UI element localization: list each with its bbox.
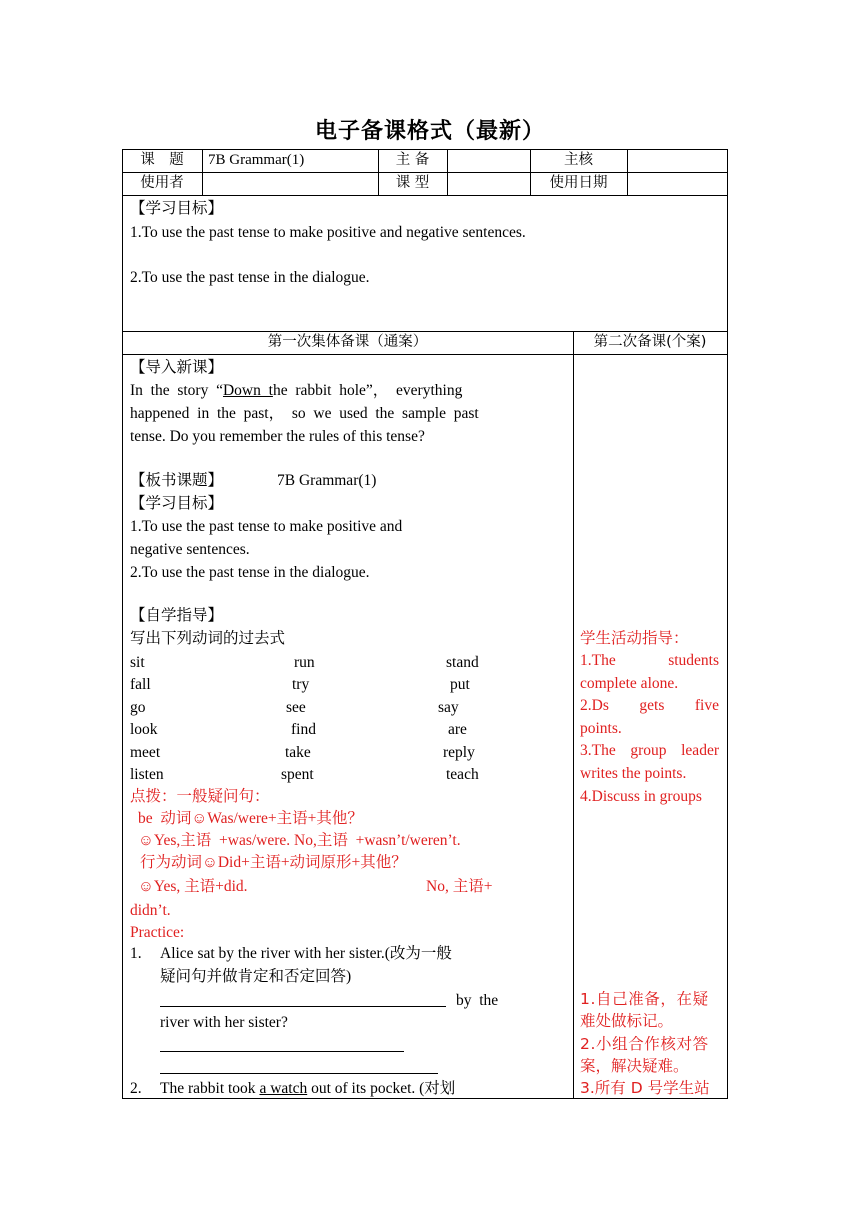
self-study-instruction: 写出下列动词的过去式 [130,629,286,647]
verb-item: take [285,744,311,761]
user-label: 使用者 [140,175,184,191]
activity-item-1-line-2: complete alone. [580,675,679,692]
practice-item-1-line-4: river with her sister? [160,1014,288,1031]
objectives2-line-3: 2.To use the past tense in the dialogue. [130,564,370,581]
verb-item: are [448,721,467,738]
verb-item: put [450,676,470,693]
objectives2-line-2: negative sentences. [130,541,250,558]
lead-in-line-2: happened in the past， so we used the sample past [130,405,479,422]
use-date-label: 使用日期 [549,175,608,191]
tips-line-3: 行为动词☺Did+主语+动词原形+其他？ [140,854,407,871]
note-line-3: 2.小组合作核对答 [580,1035,709,1053]
topic-label: 课 题 [140,152,184,168]
board-title-label: 【板书课题】 [130,471,224,489]
verb-item: teach [446,766,479,783]
reviewer-label: 主核 [564,152,593,168]
lesson-type-label: 课 型 [395,175,430,191]
verb-item: fall [130,676,151,693]
lead-in-line-3: tense. Do you remember the rules of this tense? [130,428,425,445]
practice-heading: Practice: [130,924,185,941]
verb-item: say [438,699,459,716]
objective-item-1: 1.To use the past tense to make positive and negative sentences. [130,224,526,241]
tips-heading: 点拨：一般疑问句： [130,787,270,805]
column-header-group-plan: 第一次集体备课（通案） [267,334,428,350]
activity-item-4: 4.Discuss in groups [580,788,702,805]
note-line-5: 3.所有 D 号学生站 [580,1079,710,1097]
note-line-2: 难处做标记。 [580,1012,674,1030]
verb-item: see [286,699,306,716]
lead-preparer-label: 主 备 [395,152,430,168]
activity-item-1-line-1: 1.The students [580,652,719,669]
practice-item-2-number: 2. [130,1080,142,1097]
practice-item-1-line-2: 疑问句并做肯定和否定回答) [160,968,352,985]
activity-item-2-line-1: 2.Ds gets five [580,697,719,714]
note-line-1: 1.自己准备，在疑 [580,990,709,1008]
verb-item: listen [130,766,164,783]
verb-item: run [294,654,315,671]
answer-blank[interactable] [160,1073,438,1074]
tips-line-4a: ☺Yes, 主语+did. [138,878,248,895]
practice-item-1-line-1: Alice sat by the river with her sister.(改为一般 [160,945,452,962]
tips-line-2: ☺Yes,主语 +was/were. No,主语 +wasn’t/weren’t. [138,832,461,849]
verb-item: try [292,676,310,693]
column-header-individual-plan: 第二次备课(个案) [593,334,707,350]
objectives2-line-1: 1.To use the past tense to make positive and [130,518,403,535]
objectives-heading: 【学习目标】 [130,199,224,217]
verb-item: look [130,721,158,738]
verb-item: stand [446,654,479,671]
verb-item: find [291,721,316,738]
activity-item-3-line-1: 3.The group leader [580,742,719,759]
activity-item-2-line-2: points. [580,720,622,737]
verb-item: sit [130,654,145,671]
verb-item: reply [443,744,475,761]
answer-blank[interactable] [160,1051,404,1052]
practice-item-1-line-3-tail: by the [456,992,499,1009]
objective-item-2: 2.To use the past tense in the dialogue. [130,269,370,286]
verb-item: spent [281,766,314,783]
note-line-4: 案，解决疑难。 [580,1057,689,1075]
activity-item-3-line-2: writes the points. [580,765,687,782]
verb-item: go [130,699,146,716]
page-title: 电子备课格式（最新） [314,119,545,144]
board-title-value: 7B Grammar(1) [277,472,377,489]
tips-line-1: be 动词☺Was/were+主语+其他？ [138,810,363,827]
lead-in-line-1: In the story “Down the rabbit hole”， everything [130,382,463,399]
topic-value: 7B Grammar(1) [208,152,305,168]
tips-line-5: didn’t. [130,902,171,919]
practice-item-1-number: 1. [130,945,142,962]
objectives2-heading: 【学习目标】 [130,494,224,512]
activity-guide-heading: 学生活动指导： [580,629,689,647]
practice-item-2-line-1: The rabbit took a watch out of its pocket. (对划 [160,1080,456,1097]
tips-line-4b: No, 主语+ [426,878,493,895]
verb-item: meet [130,744,161,761]
lead-in-heading: 【导入新课】 [130,358,224,376]
answer-blank[interactable] [160,1006,446,1007]
self-study-heading: 【自学指导】 [130,606,224,624]
